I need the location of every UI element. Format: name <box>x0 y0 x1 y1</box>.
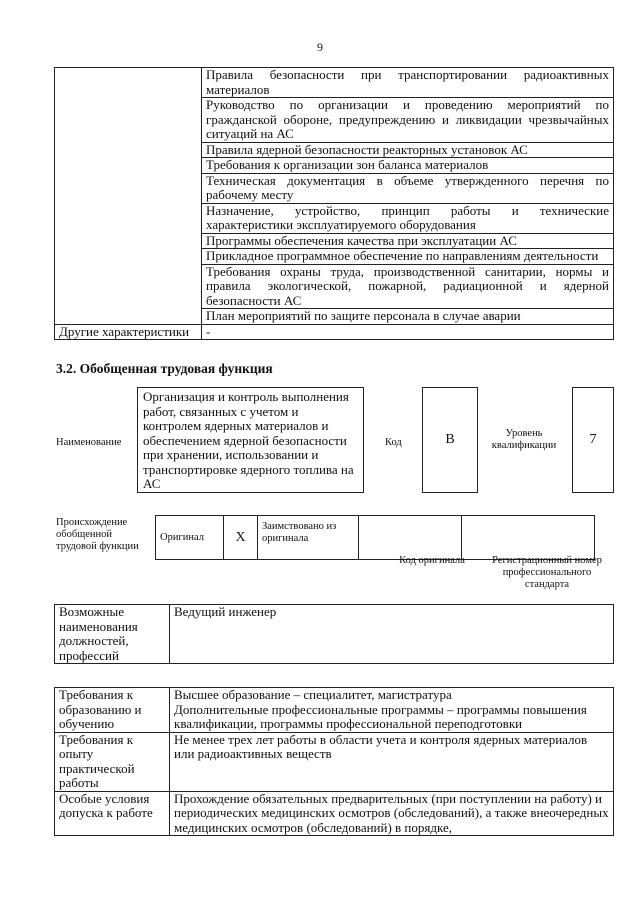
table-row <box>55 688 614 733</box>
admission-value: Прохождение обязательных предварительных (при поступлении на работу) и периодических медицинских осмотров (обследований), а также внеочередных медицинских осмотров (обследований) в порядке, <box>170 791 614 836</box>
level-label: Уровень квалификации <box>491 428 557 451</box>
code-original-label: Код оригинала <box>399 555 465 566</box>
table-row <box>55 68 614 98</box>
positions-value: Ведущий инженер <box>170 605 614 664</box>
table-cell: Требования к организации зон баланса материалов <box>202 158 614 174</box>
table-cell: Руководство по организации и проведению мероприятий по гражданской обороне, предупреждению и ликвидации чрезвычайных ситуаций на АС <box>202 98 614 143</box>
table-row <box>55 732 614 791</box>
table-cell: Программы обеспечения качества при эксплуатации АС <box>202 233 614 249</box>
reg-number-cell <box>462 516 595 560</box>
code-box: B <box>422 387 478 493</box>
table-row <box>55 324 614 340</box>
experience-label: Требования к опыту практической работы <box>55 732 170 791</box>
admission-label: Особые условия допуска к работе <box>55 791 170 836</box>
table-cell: Техническая документация в объеме утвержденного перечня по рабочему месту <box>202 173 614 203</box>
positions-table <box>54 604 614 664</box>
table-row <box>55 791 614 836</box>
positions-label: Возможные наименования должностей, профессий <box>55 605 170 664</box>
education-label: Требования к образованию и обучению <box>55 688 170 733</box>
origin-label: Происхождение обобщенной трудовой функции <box>56 517 139 552</box>
origin-table <box>155 515 595 560</box>
other-characteristics-label: Другие характеристики <box>55 324 202 340</box>
code-original-cell <box>359 516 462 560</box>
table-cell: Правила безопасности при транспортировании радиоактивных материалов <box>202 68 614 98</box>
function-name-box: Организация и контроль выполнения работ, связанных с учетом и контролем ядерных материалов и обеспечением ядерной безопасности при хранении, использовании и транспортировке ядерного топлива на АС <box>137 387 364 493</box>
level-box: 7 <box>572 387 614 493</box>
original-label: Оригинал <box>156 516 224 560</box>
table-cell: Требования охраны труда, производственной санитарии, нормы и правила экологической, пожарной, радиационной и ядерной безопасности АС <box>202 264 614 309</box>
section-title: 3.2. Обобщенная трудовая функция <box>56 361 273 376</box>
name-label: Наименование <box>56 437 122 448</box>
page-number: 9 <box>317 40 323 54</box>
table-cell: Правила ядерной безопасности реакторных установок АС <box>202 142 614 158</box>
knowledge-table <box>54 67 614 340</box>
reg-number-label: Регистрационный номер профессионального стандарта <box>492 555 602 590</box>
original-mark: X <box>224 516 258 560</box>
table-cell: Назначение, устройство, принцип работы и технические характеристики эксплуатируемого оборудования <box>202 203 614 233</box>
table-cell: План мероприятий по защите персонала в случае аварии <box>202 309 614 325</box>
other-characteristics-value: - <box>202 324 614 340</box>
borrowed-label: Заимствовано из оригинала <box>258 516 359 560</box>
requirements-table <box>54 687 614 836</box>
table-row <box>156 516 595 560</box>
education-value: Высшее образование – специалитет, магистратура Дополнительные профессиональные программы – программы повышения квалификации, программы профессиональной переподготовки <box>170 688 614 733</box>
code-label: Код <box>385 437 402 448</box>
experience-value: Не менее трех лет работы в области учета и контроля ядерных материалов или радиоактивных веществ <box>170 732 614 791</box>
table-row <box>55 605 614 664</box>
table-cell: Прикладное программное обеспечение по направлениям деятельности <box>202 249 614 265</box>
table-cell-empty <box>55 68 202 325</box>
